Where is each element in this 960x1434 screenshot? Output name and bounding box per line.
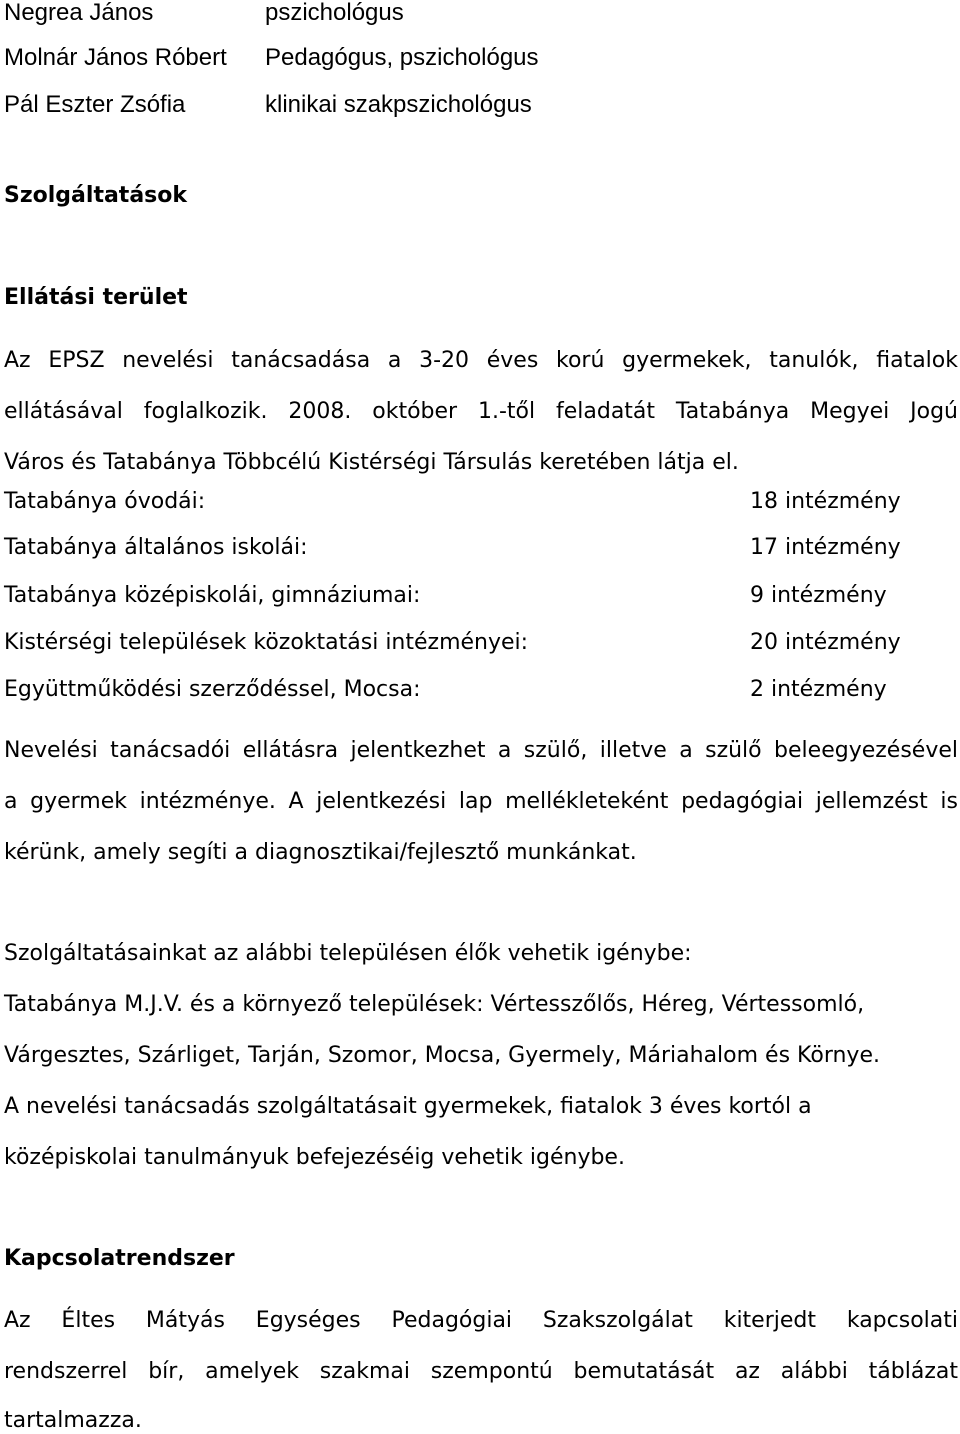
section-heading-service-area: Ellátási terület (4, 285, 188, 310)
section-heading-contacts: Kapcsolatrendszer (4, 1246, 235, 1271)
institution-row (0, 491, 960, 517)
institution-label: Tatabánya középiskolái, gimnáziumai: (4, 583, 421, 608)
paragraph-line: A nevelési tanácsadás szolgáltatásait gyermekek, fiatalok 3 éves kortól a (4, 1094, 812, 1119)
paragraph-line: Várgesztes, Szárliget, Tarján, Szomor, Mocsa, Gyermely, Máriahalom és Környe. (4, 1043, 880, 1068)
institution-count: 2 intézmény (750, 677, 887, 702)
paragraph-line: középiskolai tanulmányuk befejezéséig vehetik igénybe. (4, 1145, 625, 1170)
institution-label: Együttműködési szerződéssel, Mocsa: (4, 677, 421, 702)
paragraph-line: tartalmazza. (4, 1408, 142, 1433)
institution-label: Kistérségi települések közoktatási intézményei: (4, 630, 529, 655)
institution-row (0, 585, 960, 611)
institution-count: 18 intézmény (750, 489, 901, 514)
staff-role: Pedagógus, pszichológus (265, 44, 539, 71)
staff-role: pszichológus (265, 0, 404, 26)
staff-row (0, 45, 960, 71)
paragraph-line: Tatabánya M.J.V. és a környező települések: Vértesszőlős, Héreg, Vértessomló, (4, 992, 865, 1017)
institution-label: Tatabánya óvodái: (4, 489, 206, 514)
staff-name: Pál Eszter Zsófia (4, 91, 186, 118)
staff-role: klinikai szakpszichológus (265, 91, 532, 118)
institution-count: 20 intézmény (750, 630, 901, 655)
institution-row (0, 679, 960, 705)
paragraph-line: Nevelési tanácsadói ellátásra jelentkezhet a szülő, illetve a szülő beleegyezésével (4, 738, 958, 763)
paragraph-line: Az EPSZ nevelési tanácsadása a 3-20 éves korú gyermekek, tanulók, fiatalok (4, 348, 958, 373)
staff-row (0, 0, 960, 26)
paragraph-line: a gyermek intézménye. A jelentkezési lap mellékleteként pedagógiai jellemzést is (4, 789, 958, 814)
staff-name: Molnár János Róbert (4, 44, 227, 71)
staff-name: Negrea János (4, 0, 154, 26)
paragraph-line: ellátásával foglalkozik. 2008. október 1.-től feladatát Tatabánya Megyei Jogú (4, 399, 958, 424)
institution-row (0, 537, 960, 563)
paragraph-line: kérünk, amely segíti a diagnosztikai/fejlesztő munkánkat. (4, 840, 637, 865)
paragraph-line: Szolgáltatásainkat az alábbi településen élők vehetik igénybe: (4, 941, 692, 966)
paragraph-line: rendszerrel bír, amelyek szakmai szempontú bemutatását az alábbi táblázat (4, 1359, 958, 1384)
staff-row (0, 92, 960, 118)
institution-count: 17 intézmény (750, 535, 901, 560)
institution-label: Tatabánya általános iskolái: (4, 535, 308, 560)
paragraph-line: Az Éltes Mátyás Egységes Pedagógiai Szakszolgálat kiterjedt kapcsolati (4, 1308, 958, 1333)
paragraph-line: Város és Tatabánya Többcélú Kistérségi Társulás keretében látja el. (4, 450, 739, 475)
institution-count: 9 intézmény (750, 583, 887, 608)
section-heading-services: Szolgáltatások (4, 183, 188, 208)
institution-row (0, 632, 960, 658)
